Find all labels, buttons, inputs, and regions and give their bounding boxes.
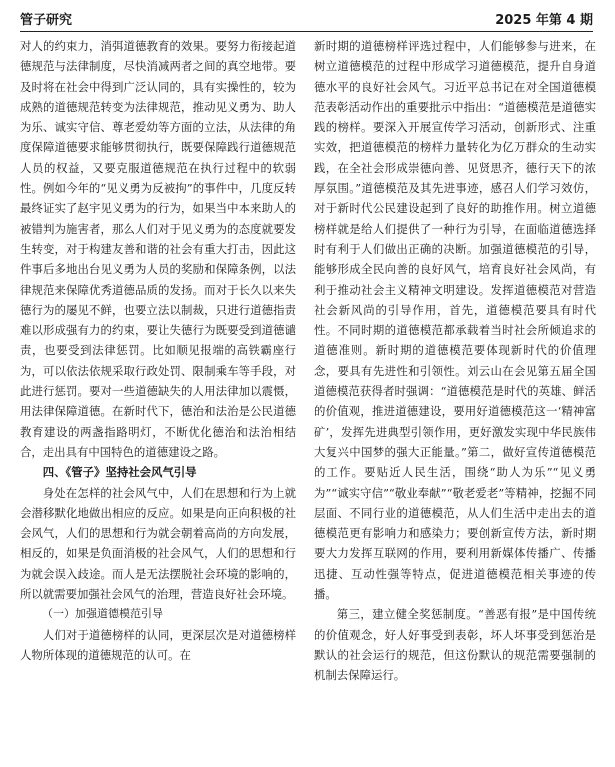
paragraph: 身处在怎样的社会风气中，人们在思想和行为上就会潜移默化地做出相应的反应。如果是向正向积极的社会风气，人们的思想和行为就会朝着高尚的方向发展，相反的，如果是负面消极的社会风气，人们的思想和行为就会误入歧途。而人是无法摆脱社会环境的影响的，所以就需要加强社会风气的治理，营造良好社会环境。 xyxy=(20,485,296,602)
subsection-heading: （一）加强道德模范引导 xyxy=(42,607,163,621)
section-heading: 四、《管子》坚持社会风气引导 xyxy=(42,465,197,480)
paragraph: 人们对于道德榜样的认同，更深层次是对道德榜样人物所体现的道德规范的认可。在 xyxy=(20,627,296,662)
paragraph: 第三，建立健全奖惩制度。“善恶有报”是中国传统的价值观念，好人好事受到表彰，坏人坏事受到惩治是默认的社会运行的规范，但这份默认的规范需要强制的机制去保障运行。 xyxy=(314,607,596,683)
journal-title: 管子研究 xyxy=(20,13,73,28)
left-column xyxy=(20,36,296,665)
running-header xyxy=(20,6,593,32)
right-column xyxy=(314,36,596,686)
paragraph: 对人的约束力，消弭道德教育的效果。要努力衔接起道德规范与法律制度，尽快消减两者之间的真空地带。要及时将在社会中得到广泛认同的，具有实操性的，较为成熟的道德规范转变为法律规范，推动见义勇为、助人为乐、诚实守信、尊老爱幼等方面的立法，从法律的角度保障道德要求能够贯彻执行，既要保障践行道德规范人员的权益，又要克服道德规范在执行过程中的软弱性。例如今年的“见义勇为反被拘”的事件中，几度反转最终证实了赵宇见义勇为的行为，如果当中本来助人的被错判为施害者，那么人们对于见义勇为的态度就要发生转变，对于构建友善和谐的社会有重大打击，因此这件事后多地出台见义勇为人员的奖励和保障条例，以法律规范来保障优秀道德品质的发扬。而对于长久以来失德行为的屡见不鲜，也要立法以制裁，只进行道德指责难以形成强有力的约束，要让失德行为既要受到道德谴责，也要受到法律惩罚。比如顺见报端的高铁霸座行为，可以依法依规采取行政处罚、限制乘车等手段，对此进行惩罚。要对一些道德缺失的人用法律加以震慑，用法律保障道德。在新时代下，德治和法治是公民道德教育建设的两盏指路明灯，不断优化德治和法治相结合，走出具有中国特色的道德建设之路。 xyxy=(20,39,296,459)
issue-number: 2025 年第 4 期 xyxy=(495,13,593,28)
paragraph: 新时期的道德榜样评选过程中，人们能够参与进来，在树立道德模范的过程中形成学习道德模范，提升自身道德水平的良好社会风气。习近平总书记在对全国道德模范表彰活动作出的重要批示中指出：“道德模范是道德实践的榜样。要深入开展宣传学习活动，创新形式、注重实效，把道德模范的榜样力量转化为亿万群众的生动实践，在全社会形成崇德向善、见贤思齐，德行天下的浓厚氛围。”道德模范及其先进事迹，感召人们学习效仿，对于新时代公民建设起到了良好的助推作用。树立道德榜样就是给人们提供了一种行为引导，在面临道德选择时有利于人们做出正确的决断。加强道德模范的引导，能够形成全民向善的良好风气，培育良好社会风尚，有利于推动社会主义精神文明建设。发挥道德模范对营造社会新风尚的引导作用，首先，道德模范要具有时代性。不同时期的道德模范都承载着当时社会所倾追求的道德准则。新时期的道德模范要体现新时代的价值理念，要具有先进性和引领性。刘云山在会见第五届全国道德模范获得者时强调：“道德模范是时代的英雄、鲜活的价值观，推进道德建设，要用好道德模范这一‘精神富矿’，发挥先进典型引领作用，更好激发实现中华民族伟大复兴中国梦的强大正能量。”第二，做好宣传道德模范的工作。要贴近人民生活，围绕“助人为乐”“见义勇为”“诚实守信”“敬业奉献”“敬老爱老”等精神，挖掘不同层面、不同行业的道德模范，从人们生活中走出去的道德模范更有影响力和感染力；要创新宣传方法，新时期要大力发挥互联网的作用，要利用新媒体传播广、传播迅捷、互动性强等特点，促进道德模范相关事迹的传播。 xyxy=(314,39,596,602)
